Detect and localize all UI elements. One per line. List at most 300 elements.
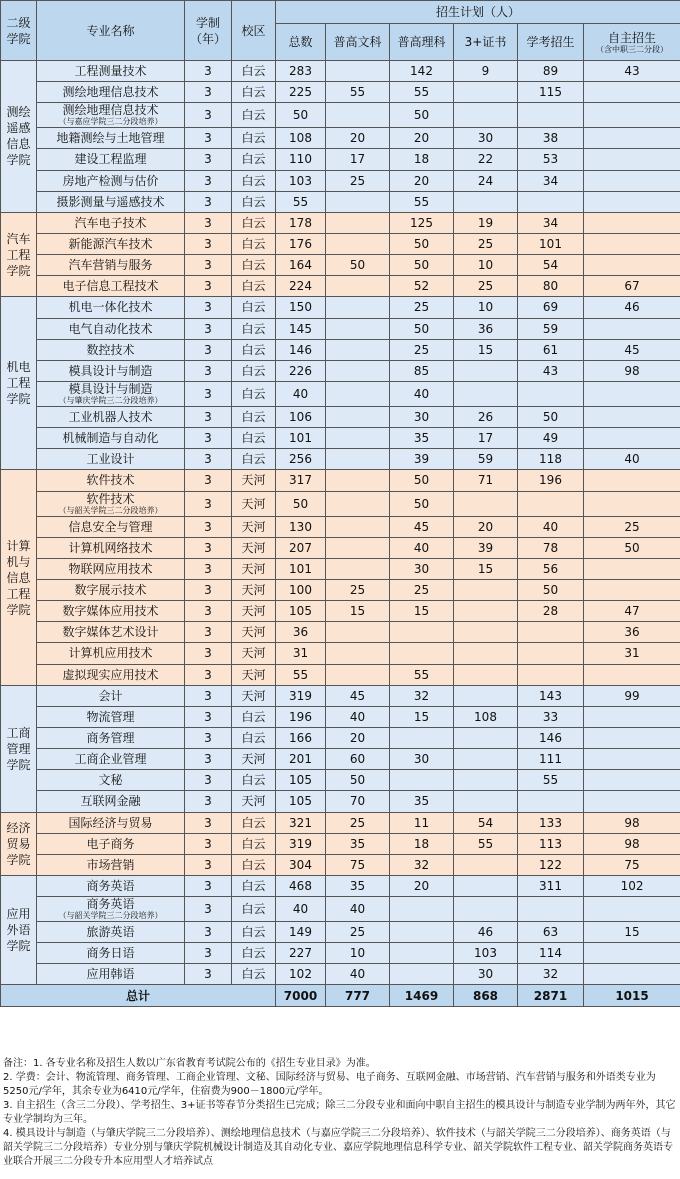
major-name: 商务英语: [86, 878, 135, 893]
years-cell: 3: [185, 191, 232, 212]
major-name-cell: [37, 516, 185, 537]
wen-cell: 20: [326, 128, 390, 149]
xue-cell: 118: [518, 449, 584, 470]
table-row: [1, 579, 680, 600]
zheng-cell: [454, 191, 518, 212]
years-cell: 3: [185, 233, 232, 254]
total-cell: 317: [276, 470, 326, 491]
total-cell: 196: [276, 706, 326, 727]
major-name-cell: [37, 233, 185, 254]
zheng-cell: 26: [454, 406, 518, 427]
campus-cell: 天河: [232, 491, 276, 516]
years-cell: 3: [185, 170, 232, 191]
li-cell: 20: [390, 875, 454, 896]
zheng-cell: 30: [454, 964, 518, 985]
wen-cell: 35: [326, 875, 390, 896]
campus-cell: 白云: [232, 964, 276, 985]
years-cell: 3: [185, 491, 232, 516]
wen-cell: [326, 406, 390, 427]
years-cell: 3: [185, 685, 232, 706]
major-name-cell: [37, 643, 185, 664]
total-cell: 101: [276, 428, 326, 449]
total-cell: 100: [276, 579, 326, 600]
note-2: 2. 学费：会计、物流管理、商务管理、工商企业管理、文秘、国际经济与贸易、电子商务、互联网金融、市场营销、汽车营销与服务和外语类专业为5250元/学年，其余专业为6410元/学年，住宿费为900－1800元/学年。: [3, 1072, 656, 1097]
major-name-cell: [37, 406, 185, 427]
years-cell: 3: [185, 897, 232, 922]
zi-cell: 36: [584, 622, 680, 643]
campus-cell: 白云: [232, 128, 276, 149]
li-cell: 50: [390, 233, 454, 254]
li-cell: 142: [390, 61, 454, 82]
total-xue: 2871: [518, 985, 584, 1007]
major-name: 汽车电子技术: [74, 215, 147, 230]
zi-cell: [584, 149, 680, 170]
total-zi: 1015: [584, 985, 680, 1007]
zi-cell: 31: [584, 643, 680, 664]
zi-cell: 45: [584, 339, 680, 360]
zi-cell: 25: [584, 516, 680, 537]
table-row: [1, 964, 680, 985]
zi-cell: [584, 103, 680, 128]
major-name-cell: [37, 470, 185, 491]
years-cell: 3: [185, 943, 232, 964]
xue-cell: 122: [518, 854, 584, 875]
campus-cell: 天河: [232, 601, 276, 622]
years-cell: 3: [185, 149, 232, 170]
campus-cell: 白云: [232, 922, 276, 943]
table-row: [1, 749, 680, 770]
table-row: [1, 128, 680, 149]
years-cell: 3: [185, 428, 232, 449]
zheng-cell: [454, 854, 518, 875]
xue-cell: 40: [518, 516, 584, 537]
table-row: [1, 622, 680, 643]
campus-cell: 白云: [232, 428, 276, 449]
major-name: 模具设计与制造: [68, 363, 153, 378]
table-row: [1, 381, 680, 406]
wen-cell: 25: [326, 922, 390, 943]
major-name-cell: [37, 339, 185, 360]
wen-cell: 25: [326, 579, 390, 600]
table-row: [1, 170, 680, 191]
campus-cell: 白云: [232, 406, 276, 427]
campus-cell: 白云: [232, 255, 276, 276]
zi-cell: [584, 381, 680, 406]
wen-cell: [326, 233, 390, 254]
header-zi-sub: （含中职三二分段）: [596, 44, 669, 54]
major-name-cell: [37, 727, 185, 748]
li-cell: 32: [390, 854, 454, 875]
table-row: [1, 276, 680, 297]
major-name-sub: （与韶关学院三二分段培养）: [58, 505, 163, 515]
total-cell: 224: [276, 276, 326, 297]
campus-cell: 白云: [232, 82, 276, 103]
campus-cell: 白云: [232, 897, 276, 922]
li-cell: 35: [390, 428, 454, 449]
major-name: 摄影测量与遥感技术: [56, 194, 165, 209]
major-name-cell: [37, 449, 185, 470]
major-name-cell: [37, 61, 185, 82]
xue-cell: 114: [518, 943, 584, 964]
major-name: 数字媒体艺术设计: [62, 625, 159, 640]
zheng-cell: 20: [454, 516, 518, 537]
major-name-cell: [37, 812, 185, 833]
table-row: [1, 103, 680, 128]
major-name: 机电一体化技术: [68, 300, 153, 315]
major-name-sub: （与肇庆学院三二分段培养）: [58, 395, 163, 405]
total-cell: 207: [276, 537, 326, 558]
li-cell: 50: [390, 491, 454, 516]
li-cell: [390, 643, 454, 664]
wen-cell: 35: [326, 833, 390, 854]
major-name: 市场营销: [86, 857, 135, 872]
campus-cell: 白云: [232, 103, 276, 128]
major-name: 物联网应用技术: [68, 561, 153, 576]
years-cell: 3: [185, 360, 232, 381]
wen-cell: [326, 449, 390, 470]
xue-cell: 133: [518, 812, 584, 833]
total-cell: 102: [276, 964, 326, 985]
header-zi-label: 自主招生: [608, 30, 657, 45]
zi-cell: 98: [584, 812, 680, 833]
table-row: [1, 727, 680, 748]
major-name-cell: [37, 428, 185, 449]
table-row: [1, 833, 680, 854]
zi-cell: 75: [584, 854, 680, 875]
major-name-cell: [37, 749, 185, 770]
li-cell: 55: [390, 664, 454, 685]
xue-cell: 55: [518, 770, 584, 791]
campus-cell: 白云: [232, 170, 276, 191]
xue-cell: 69: [518, 297, 584, 318]
campus-cell: 天河: [232, 685, 276, 706]
zheng-cell: 39: [454, 537, 518, 558]
campus-cell: 白云: [232, 706, 276, 727]
table-row: [1, 685, 680, 706]
zheng-cell: [454, 643, 518, 664]
xue-cell: 63: [518, 922, 584, 943]
total-cell: 50: [276, 103, 326, 128]
xue-cell: 89: [518, 61, 584, 82]
wen-cell: 40: [326, 897, 390, 922]
li-cell: 32: [390, 685, 454, 706]
xue-cell: 28: [518, 601, 584, 622]
li-cell: 15: [390, 601, 454, 622]
total-cell: 319: [276, 833, 326, 854]
li-cell: 20: [390, 170, 454, 191]
zi-cell: [584, 406, 680, 427]
campus-cell: 白云: [232, 212, 276, 233]
dept-cell: 机电工程学院: [1, 297, 37, 470]
header-li: 普高理科: [390, 24, 454, 61]
xue-cell: 80: [518, 276, 584, 297]
zi-cell: [584, 191, 680, 212]
li-cell: [390, 770, 454, 791]
campus-cell: 白云: [232, 339, 276, 360]
total-cell: 226: [276, 360, 326, 381]
header-years: 学制（年）: [185, 1, 232, 61]
xue-cell: [518, 103, 584, 128]
campus-cell: 白云: [232, 854, 276, 875]
wen-cell: [326, 622, 390, 643]
campus-cell: 白云: [232, 381, 276, 406]
total-cell: 319: [276, 685, 326, 706]
total-cell: 31: [276, 643, 326, 664]
major-name: 软件技术: [86, 491, 135, 506]
wen-cell: 75: [326, 854, 390, 875]
xue-cell: [518, 491, 584, 516]
major-name: 电气自动化技术: [68, 321, 153, 336]
li-cell: [390, 943, 454, 964]
table-row: [1, 537, 680, 558]
zi-cell: [584, 791, 680, 812]
table-row: [1, 61, 680, 82]
header-zi: [584, 24, 680, 61]
table-row: [1, 428, 680, 449]
total-cell: 176: [276, 233, 326, 254]
zheng-cell: [454, 381, 518, 406]
wen-cell: [326, 537, 390, 558]
campus-cell: 白云: [232, 318, 276, 339]
major-name-cell: [37, 943, 185, 964]
zheng-cell: 15: [454, 558, 518, 579]
zheng-cell: 36: [454, 318, 518, 339]
campus-cell: 白云: [232, 770, 276, 791]
campus-cell: 白云: [232, 61, 276, 82]
zheng-cell: 19: [454, 212, 518, 233]
major-name-cell: [37, 491, 185, 516]
major-name-cell: [37, 791, 185, 812]
note-1: 备注：1. 各专业名称及招生人数以广东省教育考试院公布的《招生专业目录》为准。: [3, 1058, 376, 1069]
wen-cell: [326, 276, 390, 297]
xue-cell: 146: [518, 727, 584, 748]
xue-cell: 311: [518, 875, 584, 896]
years-cell: 3: [185, 749, 232, 770]
total-cell: 130: [276, 516, 326, 537]
zi-cell: 47: [584, 601, 680, 622]
zi-cell: 98: [584, 833, 680, 854]
campus-cell: 白云: [232, 191, 276, 212]
major-name-cell: [37, 601, 185, 622]
zheng-cell: [454, 770, 518, 791]
li-cell: 50: [390, 255, 454, 276]
table-row: [1, 318, 680, 339]
campus-cell: 天河: [232, 791, 276, 812]
major-name-cell: [37, 579, 185, 600]
header-name: 专业名称: [37, 1, 185, 61]
zi-cell: [584, 233, 680, 254]
zheng-cell: 54: [454, 812, 518, 833]
campus-cell: 天河: [232, 643, 276, 664]
total-cell: 201: [276, 749, 326, 770]
years-cell: 3: [185, 318, 232, 339]
header-total: 总数: [276, 24, 326, 61]
major-name-cell: [37, 897, 185, 922]
xue-cell: 43: [518, 360, 584, 381]
years-cell: 3: [185, 727, 232, 748]
zi-cell: 67: [584, 276, 680, 297]
years-cell: 3: [185, 558, 232, 579]
zheng-cell: 10: [454, 297, 518, 318]
xue-cell: 50: [518, 406, 584, 427]
total-cell: 40: [276, 897, 326, 922]
major-name: 电子信息工程技术: [62, 279, 159, 294]
header-zheng: 3+证书: [454, 24, 518, 61]
zheng-cell: [454, 664, 518, 685]
total-cell: 166: [276, 727, 326, 748]
table-row: [1, 191, 680, 212]
zheng-cell: [454, 875, 518, 896]
major-name: 物流管理: [86, 709, 135, 724]
zi-cell: 102: [584, 875, 680, 896]
xue-cell: 32: [518, 964, 584, 985]
table-row: [1, 406, 680, 427]
note-4: 4. 模具设计与制造（与肇庆学院三二分段培养）、测绘地理信息技术（与嘉应学院三二分段培养）、软件技术（与韶关学院三二分段培养）、商务英语（与韶关学院三二分段培养）专业分别与肇庆学院机械设计制造及其自动化专业、嘉应学院地理信息科学专业、韶关学院软件工程专业、韶关学院商务英语专业联合开展三二分段专升本应用型人才培养试点: [3, 1128, 673, 1167]
total-cell: 105: [276, 791, 326, 812]
zi-cell: [584, 727, 680, 748]
major-name-cell: [37, 318, 185, 339]
wen-cell: [326, 428, 390, 449]
zheng-cell: [454, 491, 518, 516]
li-cell: 45: [390, 516, 454, 537]
years-cell: 3: [185, 212, 232, 233]
campus-cell: 天河: [232, 579, 276, 600]
xue-cell: 34: [518, 212, 584, 233]
notes: [3, 1057, 677, 1169]
table-row: [1, 212, 680, 233]
wen-cell: 50: [326, 255, 390, 276]
major-name-cell: [37, 922, 185, 943]
zheng-cell: [454, 82, 518, 103]
xue-cell: 53: [518, 149, 584, 170]
xue-cell: [518, 643, 584, 664]
xue-cell: 196: [518, 470, 584, 491]
major-name: 测绘地理信息技术: [62, 85, 159, 100]
zi-cell: 46: [584, 297, 680, 318]
table-row: [1, 922, 680, 943]
total-cell: 50: [276, 491, 326, 516]
major-name-cell: [37, 255, 185, 276]
li-cell: 40: [390, 537, 454, 558]
major-name: 数控技术: [86, 342, 135, 357]
total-cell: 55: [276, 664, 326, 685]
total-cell: 164: [276, 255, 326, 276]
li-cell: 55: [390, 191, 454, 212]
major-name: 商务日语: [86, 946, 135, 961]
major-name-cell: [37, 833, 185, 854]
li-cell: 39: [390, 449, 454, 470]
years-cell: 3: [185, 664, 232, 685]
major-name: 建设工程监理: [74, 152, 147, 167]
years-cell: 3: [185, 601, 232, 622]
major-name: 计算机应用技术: [68, 646, 153, 661]
campus-cell: 天河: [232, 470, 276, 491]
wen-cell: 45: [326, 685, 390, 706]
zheng-cell: 25: [454, 276, 518, 297]
campus-cell: 白云: [232, 233, 276, 254]
li-cell: 50: [390, 318, 454, 339]
major-name-cell: [37, 170, 185, 191]
xue-cell: 101: [518, 233, 584, 254]
wen-cell: 70: [326, 791, 390, 812]
zheng-cell: [454, 897, 518, 922]
header-xue: 学考招生: [518, 24, 584, 61]
wen-cell: [326, 103, 390, 128]
li-cell: 20: [390, 128, 454, 149]
table-row: [1, 297, 680, 318]
li-cell: 35: [390, 791, 454, 812]
years-cell: 3: [185, 579, 232, 600]
major-name-cell: [37, 381, 185, 406]
li-cell: 11: [390, 812, 454, 833]
major-name: 会计: [98, 688, 123, 703]
table-row: [1, 897, 680, 922]
major-name: 应用韩语: [86, 967, 135, 982]
campus-cell: 白云: [232, 449, 276, 470]
years-cell: 3: [185, 82, 232, 103]
years-cell: 3: [185, 103, 232, 128]
li-cell: 55: [390, 82, 454, 103]
total-cell: 321: [276, 812, 326, 833]
major-name: 信息安全与管理: [68, 519, 153, 534]
li-cell: 50: [390, 470, 454, 491]
major-name: 商务英语: [86, 897, 135, 912]
wen-cell: [326, 664, 390, 685]
campus-cell: 天河: [232, 537, 276, 558]
years-cell: 3: [185, 339, 232, 360]
campus-cell: 白云: [232, 812, 276, 833]
years-cell: 3: [185, 875, 232, 896]
li-cell: 25: [390, 297, 454, 318]
total-cell: 55: [276, 191, 326, 212]
dept-cell: 应用外语学院: [1, 875, 37, 985]
years-cell: 3: [185, 922, 232, 943]
zi-cell: [584, 170, 680, 191]
xue-cell: 61: [518, 339, 584, 360]
total-cell: 468: [276, 875, 326, 896]
wen-cell: [326, 61, 390, 82]
zheng-cell: 15: [454, 339, 518, 360]
years-cell: 3: [185, 791, 232, 812]
major-name-cell: [37, 770, 185, 791]
campus-cell: 白云: [232, 875, 276, 896]
table-row: [1, 360, 680, 381]
wen-cell: [326, 470, 390, 491]
major-name: 工业设计: [86, 452, 135, 467]
major-name: 国际经济与贸易: [68, 815, 153, 830]
wen-cell: [326, 191, 390, 212]
major-name: 互联网金融: [80, 794, 141, 809]
zheng-cell: [454, 727, 518, 748]
zi-cell: [584, 212, 680, 233]
campus-cell: 天河: [232, 516, 276, 537]
zi-cell: [584, 82, 680, 103]
major-name-cell: [37, 276, 185, 297]
major-name-cell: [37, 664, 185, 685]
wen-cell: [326, 516, 390, 537]
total-wen: 777: [326, 985, 390, 1007]
table-row: [1, 706, 680, 727]
wen-cell: 50: [326, 770, 390, 791]
wen-cell: [326, 318, 390, 339]
zheng-cell: 9: [454, 61, 518, 82]
major-name: 计算机网络技术: [68, 540, 153, 555]
total-cell: 227: [276, 943, 326, 964]
li-cell: 18: [390, 833, 454, 854]
note-3: 3. 自主招生（含三二分段）、学考招生、3+证书等春节分类招生已完成；除三二分段专业和面向中职自主招生的模具设计与制造专业学制为两年外，其它专业学制均为三年。: [3, 1100, 676, 1125]
xue-cell: 54: [518, 255, 584, 276]
major-name: 工程测量技术: [74, 64, 147, 79]
